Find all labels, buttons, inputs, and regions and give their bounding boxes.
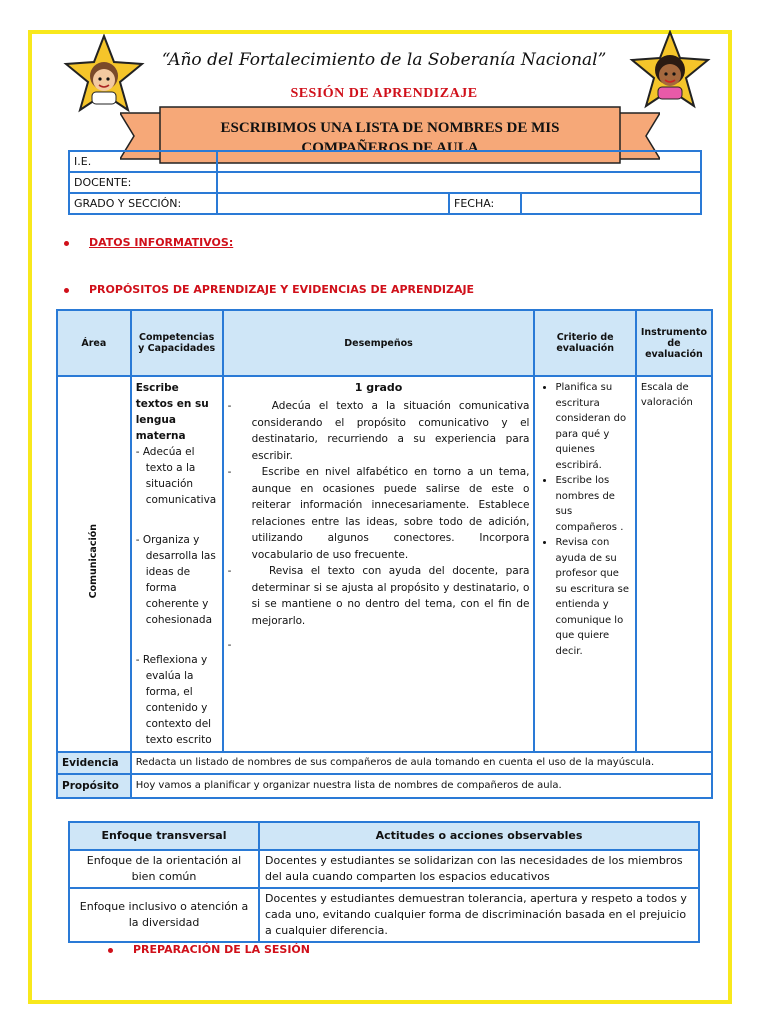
header-enfoque: Enfoque transversal (69, 822, 259, 850)
desempeno-item: - Adecúa el texto a la situación comunicativa considerando el propósito comunicativo y el destinatario, recurriendo a su experiencia para escribir. (227, 400, 530, 462)
banner-title-line2: COMPAÑEROS DE AULA (301, 140, 479, 156)
section-preparacion (108, 943, 310, 956)
desempeno-item: - (227, 639, 249, 651)
proposito-text: Hoy vamos a planificar y organizar nuestra lista de nombres de compañeros de aula. (131, 774, 712, 798)
grado-label: GRADO Y SECCIÓN: (69, 193, 217, 214)
capacidad-item: - Organiza y desarrolla las ideas de forma coherente y cohesionada (135, 534, 216, 626)
section-preparacion-label: PREPARACIÓN DE LA SESIÓN (133, 943, 310, 956)
desempeno-item: - Escribe en nivel alfabético en torno a un tema, aunque en ocasiones puede salirse de este o reiterar información innecesariamente. Establece relaciones entre las ideas, sobre todo de adición, utilizando algunos conectores. Incorpora vocabulario de uso frecuente. (227, 466, 530, 561)
capacidad-item: - Reflexiona y evalúa la forma, el contenido y contexto del texto escrito (135, 654, 212, 746)
desempeno-text: Adecúa el texto a la situación comunicativa considerando el propósito comunicativo y el destinatario, recurriendo a su experiencia para escribir. (251, 400, 530, 462)
instrumento-cell (636, 376, 712, 752)
section-datos (64, 236, 233, 249)
info-table (68, 150, 702, 215)
fecha-value[interactable] (521, 193, 701, 214)
year-title: “Año del Fortalecimiento de la Soberanía Nacional” (161, 50, 607, 70)
criterio-item: • Planifica su escritura consideran do para qué y quienes escribirá. (555, 380, 630, 473)
enfoque-actitud: Docentes y estudiantes demuestran tolerancia, apertura y respeto a todos y cada uno, evitando cualquier forma de discriminación basada en el prejuicio a cualquier diferencia. (259, 888, 699, 942)
session-label: SESIÓN DE APRENDIZAJE (290, 86, 478, 101)
header-instrumento: Instrumento de evaluación (636, 310, 712, 376)
grade-label: 1 grado (354, 381, 403, 394)
star-child-left-icon (62, 34, 146, 114)
desempeno-text: Escribe en nivel alfabético en torno a un tema, aunque en ocasiones puede salirse de este o reiterar información innecesariamente. Establece relaciones entre las ideas, sobre todo de adición, utilizando algunos conectores. Incorpora vocabulario de uso frecuente. (251, 466, 530, 561)
competencias-cell (131, 376, 223, 752)
enfoque-actitud: Docentes y estudiantes se solidarizan con las necesidades de los miembros del aula cuando comparten los espacios educativos (259, 850, 699, 888)
proposito-label: Propósito (57, 774, 131, 798)
docente-label: DOCENTE: (69, 172, 217, 193)
area-value: Comunicación (87, 524, 99, 599)
desempeno-item: - Revisa el texto con ayuda del docente, para determinar si se ajusta al propósito y destinatario, o si se mantiene o no dentro del tema, con el fin de mejorarlo. (227, 565, 530, 627)
fecha-label: FECHA: (449, 193, 521, 214)
instrumento-value: Escala de valoración (640, 382, 693, 408)
header-desempenos: Desempeños (223, 310, 535, 376)
grado-value[interactable] (217, 193, 449, 214)
enfoque-table (68, 821, 700, 943)
docente-value[interactable] (217, 172, 701, 193)
header-area: Área (57, 310, 131, 376)
capacidad-item: - Adecúa el texto a la situación comunicativa (135, 446, 217, 506)
enfoque-name: Enfoque inclusivo o atención a la diversidad (69, 888, 259, 942)
header-actitudes: Actitudes o acciones observables (259, 822, 699, 850)
evidencia-text: Redacta un listado de nombres de sus compañeros de aula tomando en cuenta el uso de la mayúscula. (131, 752, 712, 774)
criterio-cell (534, 376, 635, 752)
desempenos-cell (223, 376, 535, 752)
header-criterio: Criterio de evaluación (534, 310, 635, 376)
star-child-right-icon (628, 30, 712, 110)
banner-title-line1: ESCRIBIMOS UNA LISTA DE NOMBRES DE MIS (220, 120, 560, 136)
ie-label: I.E. (69, 151, 217, 172)
section-propositos (64, 283, 474, 296)
enfoque-name: Enfoque de la orientación al bien común (69, 850, 259, 888)
ie-value[interactable] (217, 151, 701, 172)
criterio-item: • Revisa con ayuda de su profesor que su escritura se entienda y comunique lo que quiere decir. (555, 535, 630, 659)
desempeno-text: Revisa el texto con ayuda del docente, para determinar si se ajusta al propósito y destinatario, o si se mantiene o no dentro del tema, con el fin de mejorarlo. (251, 565, 530, 627)
evidencia-label: Evidencia (57, 752, 131, 774)
competencia-title: Escribe textos en su lengua materna (135, 382, 209, 442)
section-datos-label: DATOS INFORMATIVOS: (89, 236, 234, 249)
purposes-table (56, 309, 713, 799)
area-cell (57, 376, 131, 752)
criterio-item: • Escribe los nombres de sus compañeros . (555, 473, 630, 535)
section-propositos-label: PROPÓSITOS DE APRENDIZAJE Y EVIDENCIAS DE APRENDIZAJE (89, 283, 475, 296)
header-competencias: Competencias y Capacidades (131, 310, 223, 376)
